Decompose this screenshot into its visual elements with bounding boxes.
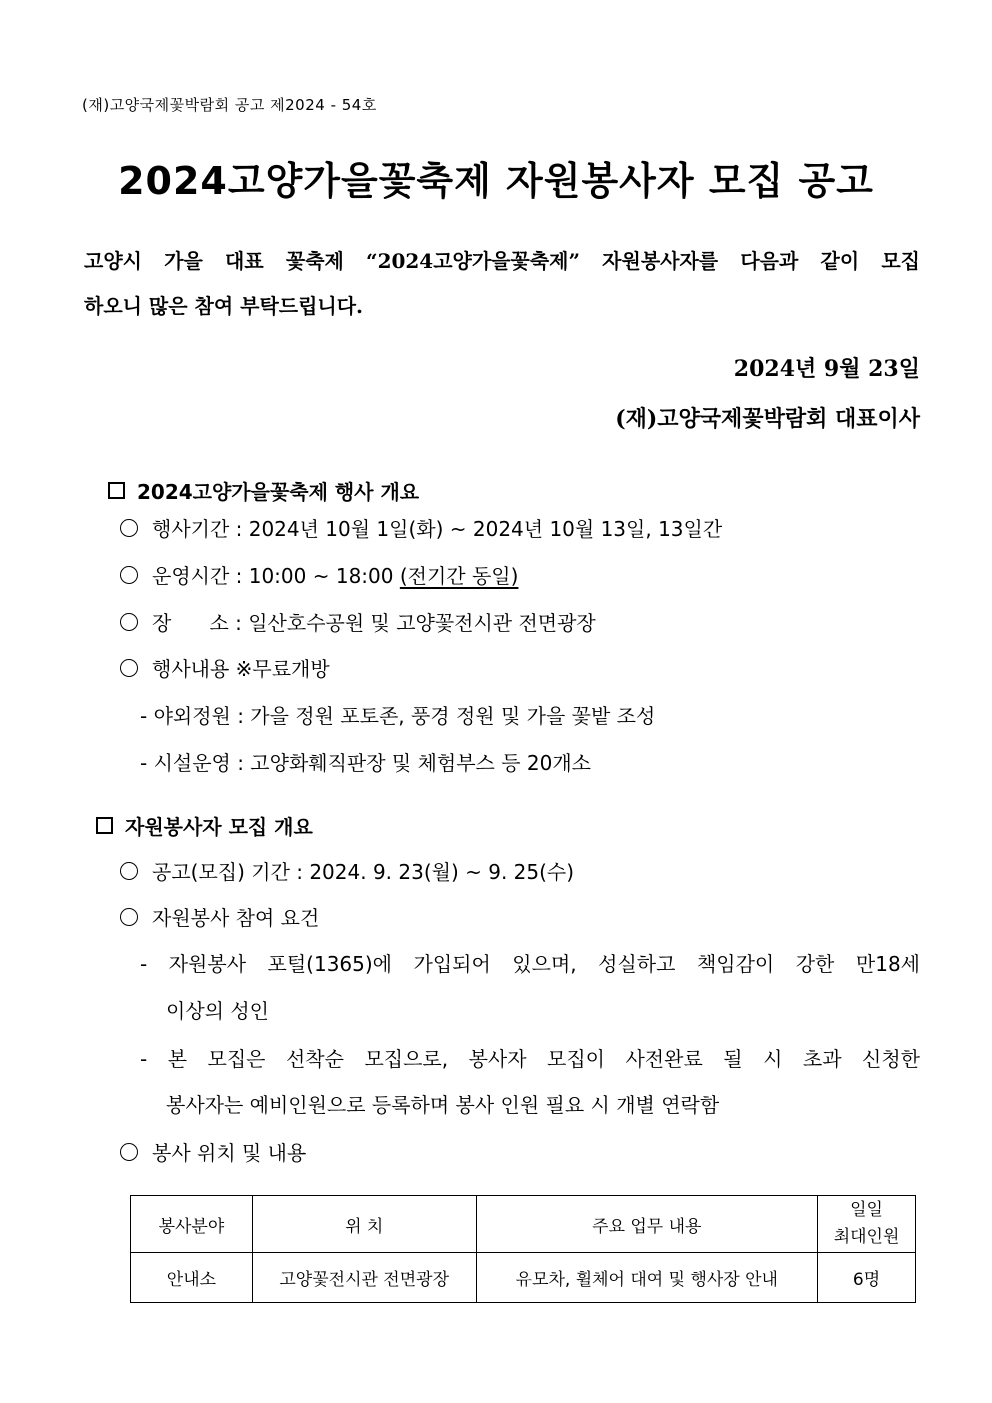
cell-location: 고양꽃전시관 전면광장: [252, 1253, 476, 1303]
volunteer-overview-heading-text: 자원봉사자 모집 개요: [125, 815, 313, 839]
cell-field: 안내소: [131, 1253, 253, 1303]
recruit-period: [120, 856, 574, 885]
requirements-text: 자원봉사 참여 요건: [152, 906, 320, 930]
event-hours-text: 운영시간 : 10:00 ~ 18:00: [152, 564, 400, 588]
page-title: 2024고양가을꽃축제 자원봉사자 모집 공고: [118, 159, 874, 203]
circle-bullet-icon: [120, 566, 138, 584]
cell-max: 6명: [818, 1253, 916, 1303]
event-content: [120, 653, 330, 682]
header-max-line-1: 일일: [850, 1200, 883, 1220]
notice-date: 2024년 9월 23일: [733, 356, 920, 382]
header-max-line-2: 최대인원: [833, 1227, 900, 1247]
requirements: [120, 902, 319, 931]
cell-duties: 유모차, 휠체어 대여 및 행사장 안내: [476, 1253, 818, 1303]
circle-bullet-icon: [120, 862, 138, 880]
event-period: [120, 513, 722, 542]
table-row: [131, 1253, 916, 1303]
event-period-text: 행사기간 : 2024년 10월 1일(화) ~ 2024년 10월 13일, 13일간: [152, 517, 723, 541]
recruit-period-text: 공고(모집) 기간 : 2024. 9. 23(월) ~ 9. 25(수): [152, 860, 575, 884]
square-bullet-icon: [108, 482, 125, 499]
intro-line-2: 하오니 많은 참여 부탁드립니다.: [84, 294, 364, 318]
issuer: (재)고양국제꽃박람회 대표이사: [615, 406, 920, 432]
circle-bullet-icon: [120, 659, 138, 677]
requirement-1-line-2: 이상의 성인: [166, 999, 269, 1023]
event-content-text: 행사내용 ※무료개방: [152, 657, 330, 681]
location-content-text: 봉사 위치 및 내용: [152, 1141, 307, 1165]
event-place: [120, 607, 596, 636]
notice-number: (재)고양국제꽃박람회 공고 제2024 - 54호: [82, 96, 377, 114]
event-place-text: 장 소 : 일산호수공원 및 고양꽃전시관 전면광장: [152, 611, 596, 635]
circle-bullet-icon: [120, 908, 138, 926]
header-max: [818, 1196, 916, 1253]
event-overview-heading: [108, 476, 419, 505]
header-field: 봉사분야: [131, 1196, 253, 1253]
event-content-facilities: - 시설운영 : 고양화훼직판장 및 체험부스 등 20개소: [140, 751, 591, 775]
requirement-2-line-2: 봉사자는 예비인원으로 등록하며 봉사 인원 필요 시 개별 연락함: [166, 1093, 720, 1117]
event-hours: [120, 560, 518, 589]
circle-bullet-icon: [120, 613, 138, 631]
volunteer-table: [130, 1195, 916, 1303]
circle-bullet-icon: [120, 519, 138, 537]
event-content-outdoor: - 야외정원 : 가을 정원 포토존, 풍경 정원 및 가을 꽃밭 조성: [140, 704, 656, 728]
event-overview-heading-text: 2024고양가을꽃축제 행사 개요: [137, 480, 420, 504]
volunteer-overview-heading: [96, 811, 313, 840]
requirement-2-line-1: - 본 모집은 선착순 모집으로, 봉사자 모집이 사전완료 될 시 초과 신청한: [140, 1047, 920, 1071]
event-hours-note: (전기간 동일): [399, 564, 519, 588]
header-location: 위 치: [252, 1196, 476, 1253]
header-duties: 주요 업무 내용: [476, 1196, 818, 1253]
requirement-1-line-1: - 자원봉사 포털(1365)에 가입되어 있으며, 성실하고 책임감이 강한 만18세: [140, 952, 920, 976]
square-bullet-icon: [96, 817, 113, 834]
circle-bullet-icon: [120, 1143, 138, 1161]
intro-line-1: 고양시 가을 대표 꽃축제 “2024고양가을꽃축제” 자원봉사자를 다음과 같이 모집: [84, 249, 920, 273]
table-header-row: [131, 1196, 916, 1253]
location-content: [120, 1137, 306, 1166]
